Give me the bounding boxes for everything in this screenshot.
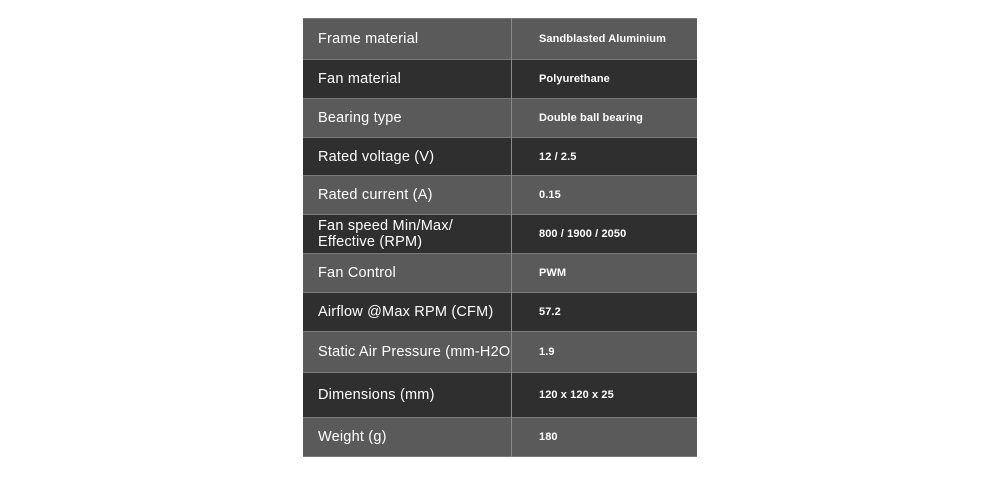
spec-row [303, 60, 697, 99]
spec-label: Fan material [303, 60, 512, 99]
spec-value: Sandblasted Aluminium [512, 19, 698, 60]
spec-label: Bearing type [303, 99, 512, 138]
spec-value: 800 / 1900 / 2050 [512, 215, 698, 254]
spec-label: Dimensions (mm) [303, 373, 512, 418]
spec-value: 57.2 [512, 293, 698, 332]
spec-label: Rated voltage (V) [303, 138, 512, 176]
spec-label: Frame material [303, 19, 512, 60]
spec-label: Rated current (A) [303, 176, 512, 215]
spec-label: Fan speed Min/Max/ Effective (RPM) [303, 215, 512, 254]
spec-value: 120 x 120 x 25 [512, 373, 698, 418]
spec-row [303, 418, 697, 457]
spec-value: Double ball bearing [512, 99, 698, 138]
spec-label: Airflow @Max RPM (CFM) [303, 293, 512, 332]
spec-row [303, 138, 697, 176]
spec-row [303, 215, 697, 254]
spec-value: 180 [512, 418, 698, 457]
spec-row [303, 373, 697, 418]
spec-row [303, 254, 697, 293]
spec-value: 0.15 [512, 176, 698, 215]
spec-label: Fan Control [303, 254, 512, 293]
spec-row [303, 332, 697, 373]
spec-value: 1.9 [512, 332, 698, 373]
spec-row [303, 19, 697, 60]
spec-row [303, 293, 697, 332]
spec-row [303, 176, 697, 215]
spec-label: Static Air Pressure (mm-H2O [303, 332, 512, 373]
spec-value: 12 / 2.5 [512, 138, 698, 176]
spec-value: Polyurethane [512, 60, 698, 99]
spec-label: Weight (g) [303, 418, 512, 457]
spec-table [303, 18, 697, 457]
spec-row [303, 99, 697, 138]
spec-value: PWM [512, 254, 698, 293]
